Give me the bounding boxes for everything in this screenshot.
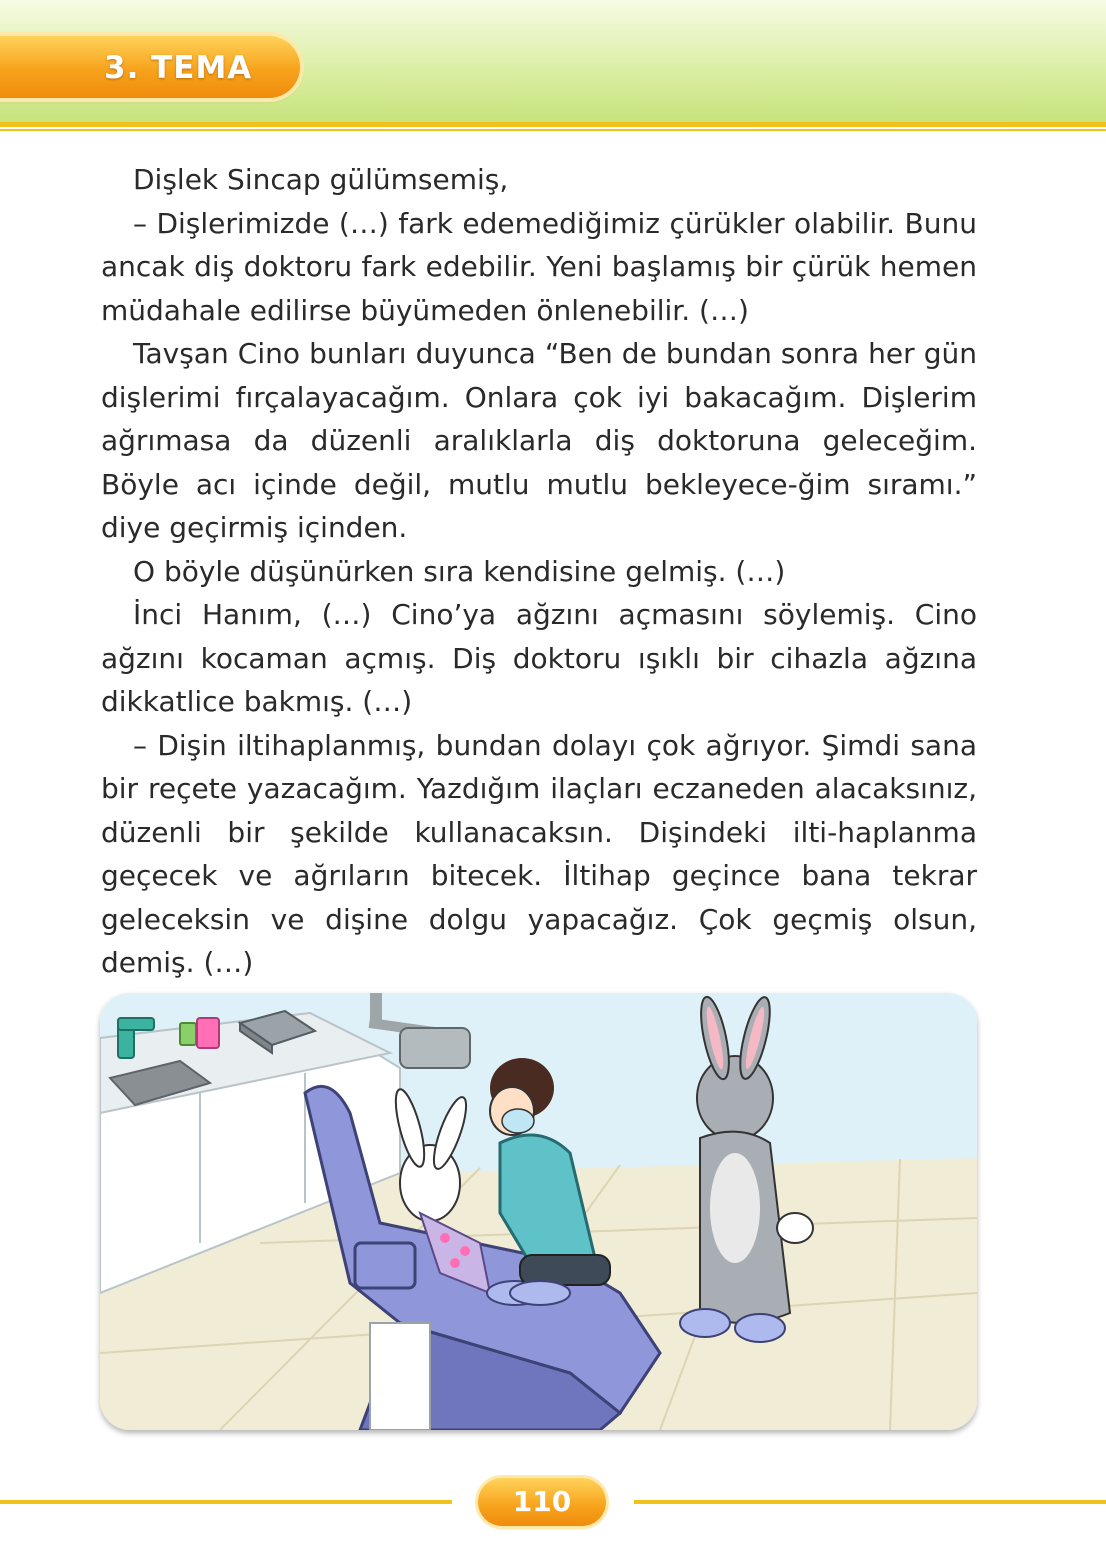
dentist-scene-drawing [100,993,977,1430]
story-paragraph: İnci Hanım, (…) Cino’ya ağzını açmasını söylemiş. Cino ağzını kocaman açmış. Diş doktoru ışıklı bir cihazla ağzına dikkatlice bakmış. (…) [101,598,977,718]
story-paragraph: Dişlek Sincap gülümsemiş, [133,163,509,196]
story-paragraph: Tavşan Cino bunları duyunca “Ben de bundan sonra her gün dişlerimi fırçalayacağım. Onlara çok iyi bakacağım. Dişlerim ağrımasa da düzenli aralıklarla diş doktoruna geleceğim. Böyle acı içinde değil, mutlu mutlu bekleyece-ğim sıramı.” diye geçirmiş içinden. [101,337,977,544]
story-text [101,158,977,985]
theme-label: 3. TEMA [104,50,253,86]
story-paragraph: – Dişlerimizde (…) fark edemediğimiz çürükler olabilir. Bunu ancak diş doktoru fark edebilir. Yeni başlamış bir çürük hemen müdahale edilirse büyümeden önlenebilir. (…) [101,206,977,327]
story-paragraph: O böyle düşünürken sıra kendisine gelmiş. (…) [133,554,786,588]
header-divider [0,122,1106,127]
story-paragraph: – Dişin iltihaplanmış, bundan dolayı çok ağrıyor. Şimdi sana bir reçete yazacağım. Yazdığım ilaçları eczaneden alacaksınız, düzenli bir şekilde kullanacaksın. Dişindeki ilti-haplanma geçecek ve ağrıların bitecek. İltihap geçince bana tekrar geleceksin ve dişine dolgu yapacağız. Çok geçmiş olsun, demiş. (…) [101,728,977,979]
footer-divider-right [634,1500,1106,1504]
dentist-illustration [100,993,977,1430]
footer-divider-left [0,1500,452,1504]
page-number: 110 [478,1478,606,1526]
header-divider-thin [0,129,1106,131]
